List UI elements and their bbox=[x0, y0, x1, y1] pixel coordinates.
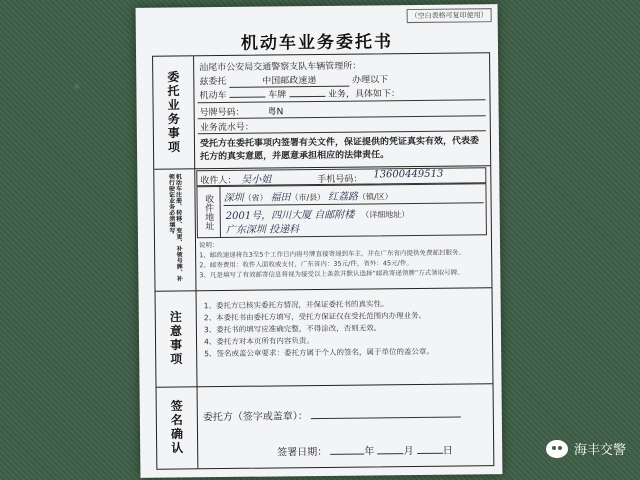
city-value[interactable]: 福田 bbox=[270, 192, 291, 204]
entrust-section bbox=[153, 53, 490, 170]
entrust-company[interactable]: 中国邮政速递 bbox=[229, 73, 349, 88]
form-paper bbox=[136, 4, 503, 478]
province-value[interactable]: 深圳 bbox=[223, 192, 244, 204]
attention-section bbox=[156, 287, 493, 388]
day-label: 日 bbox=[442, 445, 453, 457]
entrust-line1: 汕尾市公安局交通警察支队车辆管理所： bbox=[199, 61, 362, 74]
form-title: 机动车业务委托书 bbox=[240, 32, 394, 54]
attention-item: 2、本委托书由委托方填写，受托方保证仅在受托范围内办理业务。 bbox=[203, 310, 427, 323]
detail-suffix: （详细地址） bbox=[361, 210, 410, 220]
entrust-suffix: 办理以下 bbox=[352, 75, 389, 86]
province-suffix: （省） bbox=[243, 193, 268, 203]
vehicle-suffix: 业务，具体如下： bbox=[327, 89, 401, 100]
attention-item: 3、委托书的填写应准确完整，不得涂改，否则无效。 bbox=[203, 323, 382, 335]
vehicle-mid: 车牌 bbox=[268, 90, 287, 101]
copy-note: （空白表格可复印使用） bbox=[407, 8, 492, 23]
phone-label: 手机号码： bbox=[317, 174, 363, 186]
explain-title: 说明： bbox=[198, 241, 219, 250]
wechat-icon bbox=[546, 440, 568, 458]
plate-label: 号牌号码： bbox=[199, 107, 245, 119]
month-label: 月 bbox=[403, 446, 414, 458]
year-label: 年 bbox=[364, 446, 375, 458]
day-field[interactable] bbox=[417, 453, 443, 454]
detail-address-2[interactable]: 广东深圳 投递科 bbox=[225, 224, 300, 236]
signer-field[interactable] bbox=[311, 417, 461, 420]
sign-label: 签名确认 bbox=[169, 399, 184, 456]
agency-label: 机动车注册、转移、变更、补领号牌、补领行驶证业务必须填写 bbox=[167, 173, 183, 282]
vehicle-blank1[interactable] bbox=[229, 97, 265, 98]
vehicle-prefix: 机动车 bbox=[199, 90, 227, 102]
month-field[interactable] bbox=[378, 453, 404, 454]
plate-value[interactable]: 粤N bbox=[267, 107, 284, 118]
signer-label: 委托方（签字或盖章）： bbox=[202, 411, 308, 424]
pledge-text: 受托方在委托事项内签署有关文件，保证提供的凭证真实有效，代表委托方的真实意愿，并愿意承担相应的法律责任。 bbox=[199, 136, 480, 163]
address-label: 收件地址 bbox=[203, 194, 214, 231]
phone-value[interactable]: 13600449513 bbox=[373, 168, 444, 181]
detail-address-1[interactable]: 2001号，四川大厦 自邮附楼 bbox=[225, 209, 355, 222]
explain-1: 1、邮政速递将在3至5个工作日内将号牌直接寄递到车主，并在广东省内提供免费邮封服务。 bbox=[199, 248, 466, 260]
form-table bbox=[152, 52, 494, 470]
vehicle-blank2[interactable] bbox=[289, 96, 325, 97]
attention-item: 5、签名或盖公章要求：委托方属于个人的签名，属于单位的盖公章。 bbox=[204, 346, 434, 359]
city-suffix: （市/县） bbox=[290, 192, 326, 203]
entrust-prefix: 兹委托 bbox=[199, 76, 227, 88]
town-value[interactable]: 红荔路 bbox=[327, 191, 359, 203]
town-suffix: （镇/区） bbox=[357, 192, 393, 202]
attention-item: 1、委托方已核实委托方情况，并保证委托书的真实性。 bbox=[203, 299, 389, 311]
sign-section bbox=[157, 383, 494, 469]
date-label: 签署日期： bbox=[277, 446, 328, 459]
recipient-name[interactable]: 吴小姐 bbox=[241, 174, 272, 186]
entrust-label: 委托业务事项 bbox=[165, 70, 181, 155]
attention-label: 注意事项 bbox=[168, 310, 183, 367]
recipient-name-label: 收件人： bbox=[200, 175, 237, 187]
year-field[interactable] bbox=[330, 454, 364, 455]
attention-item: 4、委托方对本页所有内容负责。 bbox=[204, 336, 314, 347]
recipient-section bbox=[154, 165, 491, 292]
watermark-text: 海丰交警 bbox=[573, 443, 626, 458]
serial-label: 业务流水号： bbox=[199, 122, 254, 134]
watermark bbox=[546, 439, 626, 458]
explain-3: 3、凡是填写了有效邮寄信息将视为接受以上条款并默认选择“邮政寄递领牌”方式领取号牌。 bbox=[199, 268, 464, 280]
explain-2: 2、邮寄费用：收件人面收或支付，广东省内：35元/件，省外：45元/件。 bbox=[199, 259, 413, 270]
